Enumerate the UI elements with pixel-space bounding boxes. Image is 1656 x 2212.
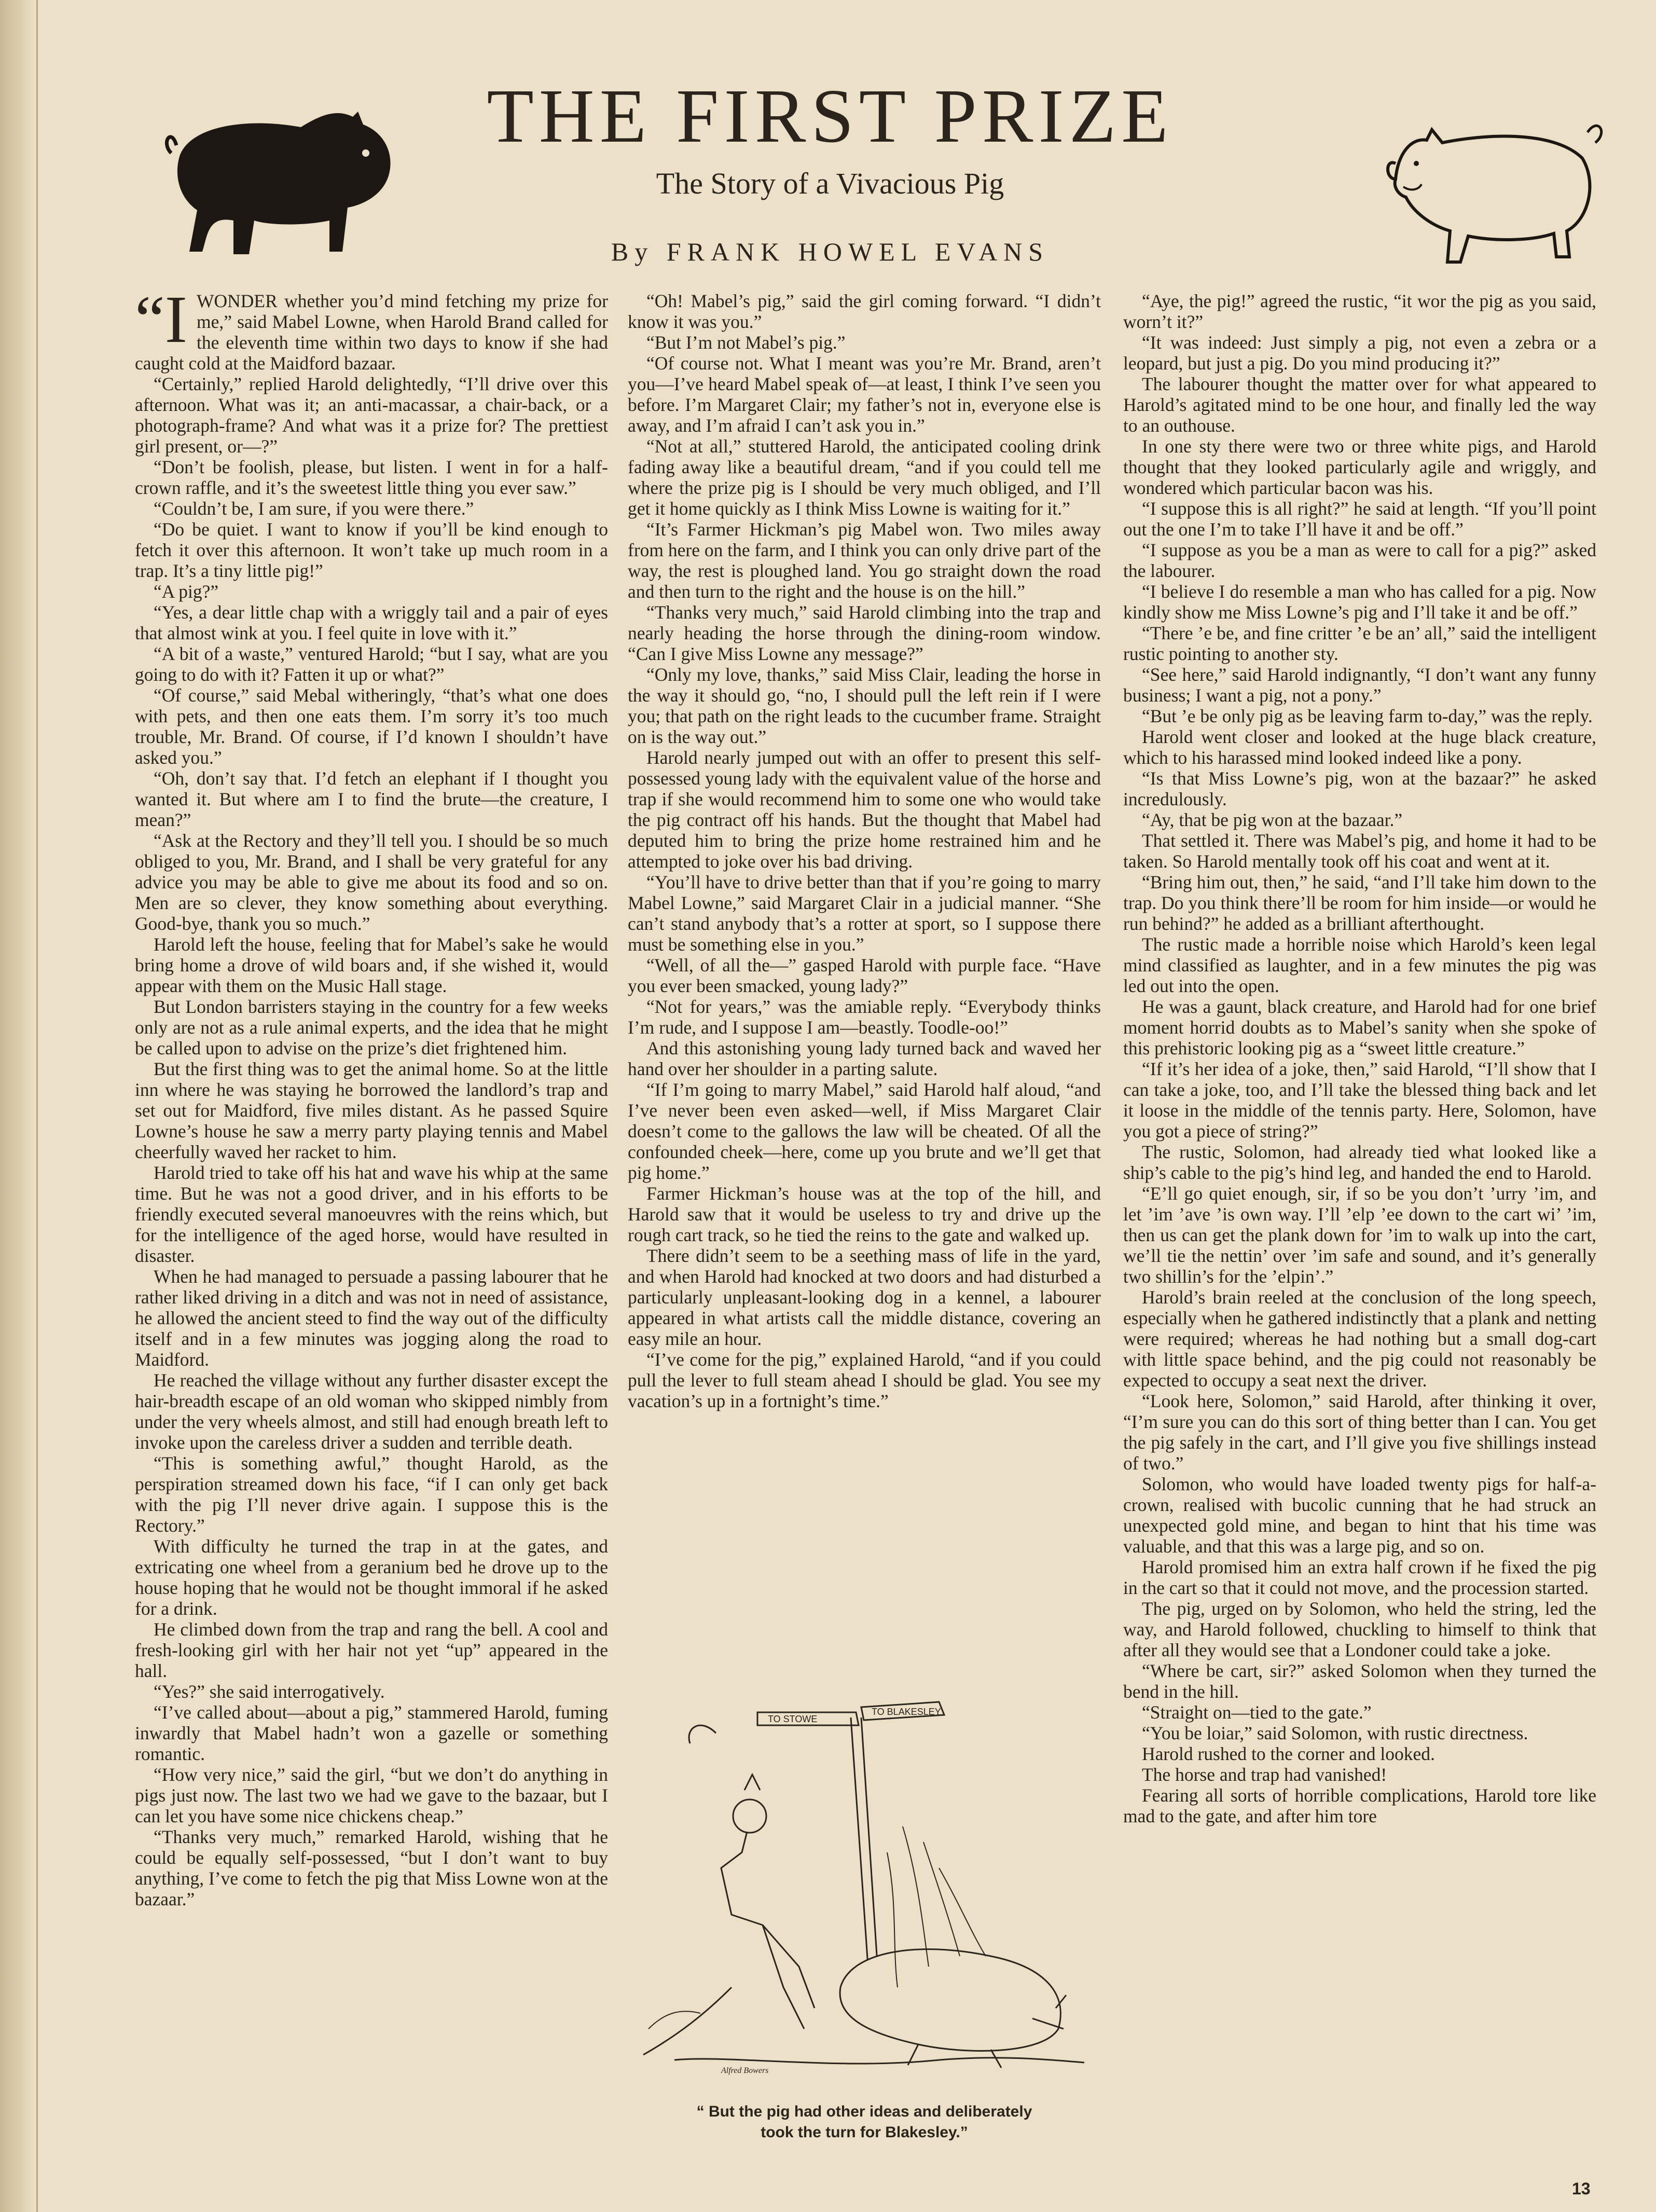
story-subtitle: The Story of a Vivacious Pig bbox=[656, 167, 1004, 200]
paragraph: “Look here, Solomon,” said Harold, after thinking it over, “I’m sure you can do this sort of thing better than I can. You get the pig safely in the cart, and I’ll give you five shillings instead of two.” bbox=[1123, 1391, 1596, 1474]
paragraph: Harold rushed to the corner and looked. bbox=[1142, 1743, 1435, 1764]
paragraph: The rustic made a horrible noise which Harold’s keen legal mind classified as laughter, and in a few minutes the pig was led out into the open. bbox=[1123, 934, 1596, 996]
paragraph: “A pig?” bbox=[154, 581, 219, 602]
white-pig-icon bbox=[1349, 101, 1608, 272]
paragraph: “Not at all,” stuttered Harold, the anticipated cooling drink fading away like a beautiful dream, “and if you could tell me where the prize pig is I should be very much obliged, and I’ll get it home quickly as I think Miss Lowne is waiting for it.” bbox=[628, 436, 1101, 519]
paragraph: “This is something awful,” thought Harold, as the perspiration streamed down his face, “if I can only get back with the pig I’ll never drive again. I suppose this is the Rectory.” bbox=[135, 1453, 608, 1536]
paragraph: “How very nice,” said the girl, “but we don’t do anything in pigs just now. The last two we had we gave to the bazaar, but I can let you have some nice chickens cheap.” bbox=[135, 1764, 608, 1826]
paragraph: He reached the village without any further disaster except the hair-breadth escape of an old woman who skipped nimbly from under the very wheels almost, and still had enough breath left to invoke upon the careless driver a sudden and terrible death. bbox=[135, 1370, 608, 1453]
paragraph: “Not for years,” was the amiable reply. “Everybody thinks I’m rude, and I suppose I am—beastly. Toodle-oo!” bbox=[628, 996, 1101, 1038]
black-pig-icon bbox=[150, 96, 394, 267]
paragraph: “Couldn’t be, I am sure, if you were there.” bbox=[154, 498, 474, 519]
paragraph: “Yes, a dear little chap with a wriggly tail and a pair of eyes that almost wink at you. I feel quite in love with it.” bbox=[135, 602, 608, 643]
paragraph: “Ay, that be pig won at the bazaar.” bbox=[1142, 809, 1403, 830]
illustration-man-chasing-pig bbox=[628, 1697, 1101, 2081]
paragraph: “It was indeed: Just simply a pig, not even a zebra or a leopard, but just a pig. Do you mind producing it?” bbox=[1123, 332, 1596, 374]
caption-line-2: took the turn for Blakesley.” bbox=[761, 2124, 968, 2141]
paragraph bbox=[135, 282, 608, 374]
drop-cap: “I bbox=[135, 282, 187, 357]
paragraph: “But ’e be only pig as be leaving farm to-day,” was the reply. bbox=[1142, 706, 1593, 726]
sign-right-text: TO BLAKESLEY bbox=[872, 1707, 941, 1717]
paragraph: In one sty there were two or three white pigs, and Harold thought that they looked particularly agile and wriggly, and wondered which particular bacon was his. bbox=[1123, 436, 1596, 498]
paragraph: “Certainly,” replied Harold delightedly, “I’ll drive over this afternoon. What was it; an anti-macassar, a chair-back, or a photograph-frame? And what was it a prize for? The prettiest girl present, or—?” bbox=[135, 374, 608, 457]
book-spine bbox=[0, 0, 38, 2212]
paragraph: “Where be cart, sir?” asked Solomon when they turned the bend in the hill. bbox=[1123, 1660, 1596, 1702]
paragraph: Harold promised him an extra half crown if he fixed the pig in the cart so that it could not move, and the procession started. bbox=[1123, 1557, 1596, 1598]
paragraph: “Is that Miss Lowne’s pig, won at the bazaar?” he asked incredulously. bbox=[1123, 768, 1596, 809]
story-title: THE FIRST PRIZE bbox=[487, 74, 1174, 159]
paragraph: “Thanks very much,” said Harold climbing into the trap and nearly heading the horse through the dining-room window. “Can I give Miss Lowne any message?” bbox=[628, 602, 1101, 664]
paragraph: “Straight on—tied to the gate.” bbox=[1142, 1702, 1372, 1723]
paragraph-text: WONDER whether you’d mind fetching my prize for me,” said Mabel Lowne, when Harold Brand called for the eleventh time within two days to know if she had caught cold at the Maidford bazaar. bbox=[135, 291, 608, 374]
paragraph: “If I’m going to marry Mabel,” said Harold half aloud, “and I’ve never been even asked—well, if Miss Margaret Clair doesn’t come to the gallows the law will be cheated. Of all the confounded cheek—here, come up you brute and we’ll get that pig home.” bbox=[628, 1079, 1101, 1183]
paragraph: The rustic, Solomon, had already tied what looked like a ship’s cable to the pig’s hind leg, and handed the end to Harold. bbox=[1123, 1142, 1596, 1183]
paragraph: “E’ll go quiet enough, sir, if so be you don’t ’urry ’im, and let ’im ’ave ’is own way. I’ll ’elp ’ee down to the cart wi’ ’im, then us can get the plank down for ’im to walk up into the cart, we’ll tie the nettin’ over ’im safe and sound, and it’s generally two shillin’s for the ’elpin’.” bbox=[1123, 1183, 1596, 1287]
paragraph: Harold’s brain reeled at the conclusion of the long speech, especially when he gathered indistinctly that a plank and netting were required; whereas he had nothing but a small dog-cart with little space behind, and the pig could not reasonably be expected to occupy a seat next the driver. bbox=[1123, 1287, 1596, 1391]
text-column-1 bbox=[135, 282, 608, 1909]
paragraph: The labourer thought the matter over for what appeared to Harold’s agitated mind to be one hour, and finally led the way to an outhouse. bbox=[1123, 374, 1596, 436]
paragraph: “It’s Farmer Hickman’s pig Mabel won. Two miles away from here on the farm, and I think you can only drive part of the way, the rest is ploughed land. You go straight down the road and then turn to the right and the house is on the hill.” bbox=[628, 519, 1101, 602]
paragraph: There didn’t seem to be a seething mass of life in the yard, and when Harold had knocked at two doors and had disturbed a particularly unpleasant-looking dog in a kennel, a labourer appeared in what artists call the middle distance, covering an easy mile an hour. bbox=[628, 1245, 1101, 1349]
paragraph: He was a gaunt, black creature, and Harold had for one brief moment horrid doubts as to Mabel’s sanity when she spoke of this prehistoric looking pig as a “sweet little creature.” bbox=[1123, 996, 1596, 1059]
paragraph: “Only my love, thanks,” said Miss Clair, leading the horse in the way it should go, “no, I should pull the left rein if I were you; that path on the right leads to the cucumber frame. Straight on is the way out.” bbox=[628, 664, 1101, 747]
paragraph: “I suppose as you be a man as were to call for a pig?” asked the labourer. bbox=[1123, 540, 1596, 581]
paragraph: The pig, urged on by Solomon, who held the string, led the way, and Harold followed, chuckling to himself to think that after all they would see that a Londoner could take a joke. bbox=[1123, 1598, 1596, 1660]
paragraph: “I’ve come for the pig,” explained Harold, “and if you could pull the lever to full steam ahead I should be glad. You see my vacation’s up in a fortnight’s time.” bbox=[628, 1349, 1101, 1411]
paragraph: That settled it. There was Mabel’s pig, and home it had to be taken. So Harold mentally took off his coat and went at it. bbox=[1123, 830, 1596, 872]
paragraph: Fearing all sorts of horrible complications, Harold tore like mad to the gate, and after him tore bbox=[1123, 1785, 1596, 1826]
paragraph: “Ask at the Rectory and they’ll tell you. I should be so much obliged to you, Mr. Brand, and I shall be very grateful for any advice you may be able to give me about its food and so on. Men are so clever, they know something about everything. Good-bye, thank you so much.” bbox=[135, 830, 608, 934]
paragraph: The horse and trap had vanished! bbox=[1142, 1764, 1387, 1785]
paragraph: Solomon, who would have loaded twenty pigs for half-a-crown, realised with bucolic cunning that he had struck an unexpected gold mine, and began to hint that his time was valuable, and that this was a large pig, and so on. bbox=[1123, 1474, 1596, 1557]
paragraph: “You be loiar,” said Solomon, with rustic directness. bbox=[1142, 1723, 1528, 1743]
paragraph: “Yes?” she said interrogatively. bbox=[154, 1681, 385, 1702]
text-column-2 bbox=[628, 291, 1101, 1411]
story-byline: By FRANK HOWEL EVANS bbox=[611, 237, 1050, 266]
paragraph: “Thanks very much,” remarked Harold, wishing that he could be equally self-possessed, “but I don’t want to buy anything, I’ve come to fetch the pig that Miss Lowne won at the bazaar.” bbox=[135, 1826, 608, 1909]
paragraph: “Of course,” said Mebal witheringly, “that’s what one does with pets, and then one eats them. I’m sorry it’s too much trouble, Mr. Brand. Of course, if I’d known I shouldn’t have asked you.” bbox=[135, 685, 608, 768]
paragraph: Harold went closer and looked at the huge black creature, which to his harassed mind looked indeed like a pony. bbox=[1123, 726, 1596, 768]
paragraph: “I suppose this is all right?” he said at length. “If you’ll point out the one I’m to take I’ll have it and be off.” bbox=[1123, 498, 1596, 540]
paragraph: “A bit of a waste,” ventured Harold; “but I say, what are you going to do with it? Fatten it up or what?” bbox=[135, 643, 608, 685]
paragraph: “You’ll have to drive better than that if you’re going to marry Mabel Lowne,” said Margaret Clair in a judicial manner. “She can’t stand anybody that’s a rotter at sport, so I suppose there must be something else in you.” bbox=[628, 872, 1101, 955]
paragraph: “Oh, don’t say that. I’d fetch an elephant if I thought you wanted it. But where am I to find the brute—the creature, I mean?” bbox=[135, 768, 608, 830]
artist-signature: Alfred Bowers bbox=[721, 2066, 769, 2075]
paragraph: “There ’e be, and fine critter ’e be an’ all,” said the intelligent rustic pointing to another sty. bbox=[1123, 623, 1596, 664]
paragraph: “I believe I do resemble a man who has called for a pig. Now kindly show me Miss Lowne’s pig and I’ll take it and be off.” bbox=[1123, 581, 1596, 623]
caption-line-1: “ But the pig had other ideas and deliberately bbox=[696, 2103, 1032, 2120]
paragraph: “I’ve called about—about a pig,” stammered Harold, fuming inwardly that Mabel hadn’t won a gazelle or something romantic. bbox=[135, 1702, 608, 1764]
paragraph: “Of course not. What I meant was you’re Mr. Brand, aren’t you—I’ve heard Mabel speak of—at least, I think I’ve seen you before. I’m Margaret Clair; my father’s not in, everyone else is away, and I’m afraid I can’t ask you in.” bbox=[628, 353, 1101, 436]
paragraph: And this astonishing young lady turned back and waved her hand over her shoulder in a parting salute. bbox=[628, 1038, 1101, 1079]
paragraph: “Oh! Mabel’s pig,” said the girl coming forward. “I didn’t know it was you.” bbox=[628, 291, 1101, 332]
paragraph: Farmer Hickman’s house was at the top of the hill, and Harold saw that it would be useless to try and drive up the rough cart track, so he tied the reins to the gate and walked up. bbox=[628, 1183, 1101, 1245]
paragraph: “Aye, the pig!” agreed the rustic, “it wor the pig as you said, worn’t it?” bbox=[1123, 291, 1596, 332]
paragraph: But the first thing was to get the animal home. So at the little inn where he was staying he borrowed the landlord’s trap and set out for Maidford, five miles distant. As he passed Squire Lowne’s house he saw a merry party playing tennis and Mabel cheerfully waved her racket to him. bbox=[135, 1059, 608, 1162]
paragraph: He climbed down from the trap and rang the bell. A cool and fresh-looking girl with her hair not yet “up” appeared in the hall. bbox=[135, 1619, 608, 1681]
paragraph: Harold nearly jumped out with an offer to present this self-possessed young lady with the equivalent value of the horse and trap if she would recommend him to some one who would take the pig contract off his hands. But the thought that Mabel had deputed him to bring the prize home restrained him and he attempted to joke over his bad driving. bbox=[628, 747, 1101, 872]
text-column-3 bbox=[1123, 291, 1596, 1826]
paragraph: “Bring him out, then,” he said, “and I’ll take him down to the trap. Do you think there’ll be room for him inside—or would he run behind?” he added as a brilliant afterthought. bbox=[1123, 872, 1596, 934]
paragraph: “But I’m not Mabel’s pig.” bbox=[646, 332, 846, 353]
paragraph: Harold left the house, feeling that for Mabel’s sake he would bring home a drove of wild boars and, if she wished it, would appear with them on the Music Hall stage. bbox=[135, 934, 608, 996]
paragraph: But London barristers staying in the country for a few weeks only are not as a rule animal experts, and the idea that he might be called upon to advise on the prize’s diet frightened him. bbox=[135, 996, 608, 1059]
sign-left-text: TO STOWE bbox=[768, 1714, 818, 1724]
paragraph: “If it’s her idea of a joke, then,” said Harold, “I’ll show that I can take a joke, too, and I’ll take the blessed thing back and let it loose in the middle of the tennis party. Here, Solomon, have you got a piece of string?” bbox=[1123, 1059, 1596, 1142]
paragraph: When he had managed to persuade a passing labourer that he rather liked driving in a ditch and was not in need of assistance, he allowed the ancient steed to find the way out of the difficulty itself and in a few minutes was jogging along the road to Maidford. bbox=[135, 1266, 608, 1370]
paragraph: “Well, of all the—” gasped Harold with purple face. “Have you ever been smacked, young lady?” bbox=[628, 955, 1101, 996]
paragraph: With difficulty he turned the trap in at the gates, and extricating one wheel from a geranium bed he drove up to the house hoping that he would not be thought immoral if he asked for a drink. bbox=[135, 1536, 608, 1619]
page-number: 13 bbox=[1572, 2179, 1591, 2198]
paragraph: “Don’t be foolish, please, but listen. I went in for a half-crown raffle, and it’s the sweetest little thing you ever saw.” bbox=[135, 457, 608, 498]
illustration-caption bbox=[628, 2101, 1101, 2143]
paragraph: “Do be quiet. I want to know if you’ll be kind enough to fetch it over this afternoon. It won’t take up much room in a trap. It’s a tiny little pig!” bbox=[135, 519, 608, 581]
paragraph: Harold tried to take off his hat and wave his whip at the same time. But he was not a good driver, and in his efforts to be friendly executed several manoeuvres with the reins which, but for the intelligence of the aged horse, would have resulted in disaster. bbox=[135, 1162, 608, 1266]
paragraph: “See here,” said Harold indignantly, “I don’t want any funny business; I want a pig, not a pony.” bbox=[1123, 664, 1596, 706]
